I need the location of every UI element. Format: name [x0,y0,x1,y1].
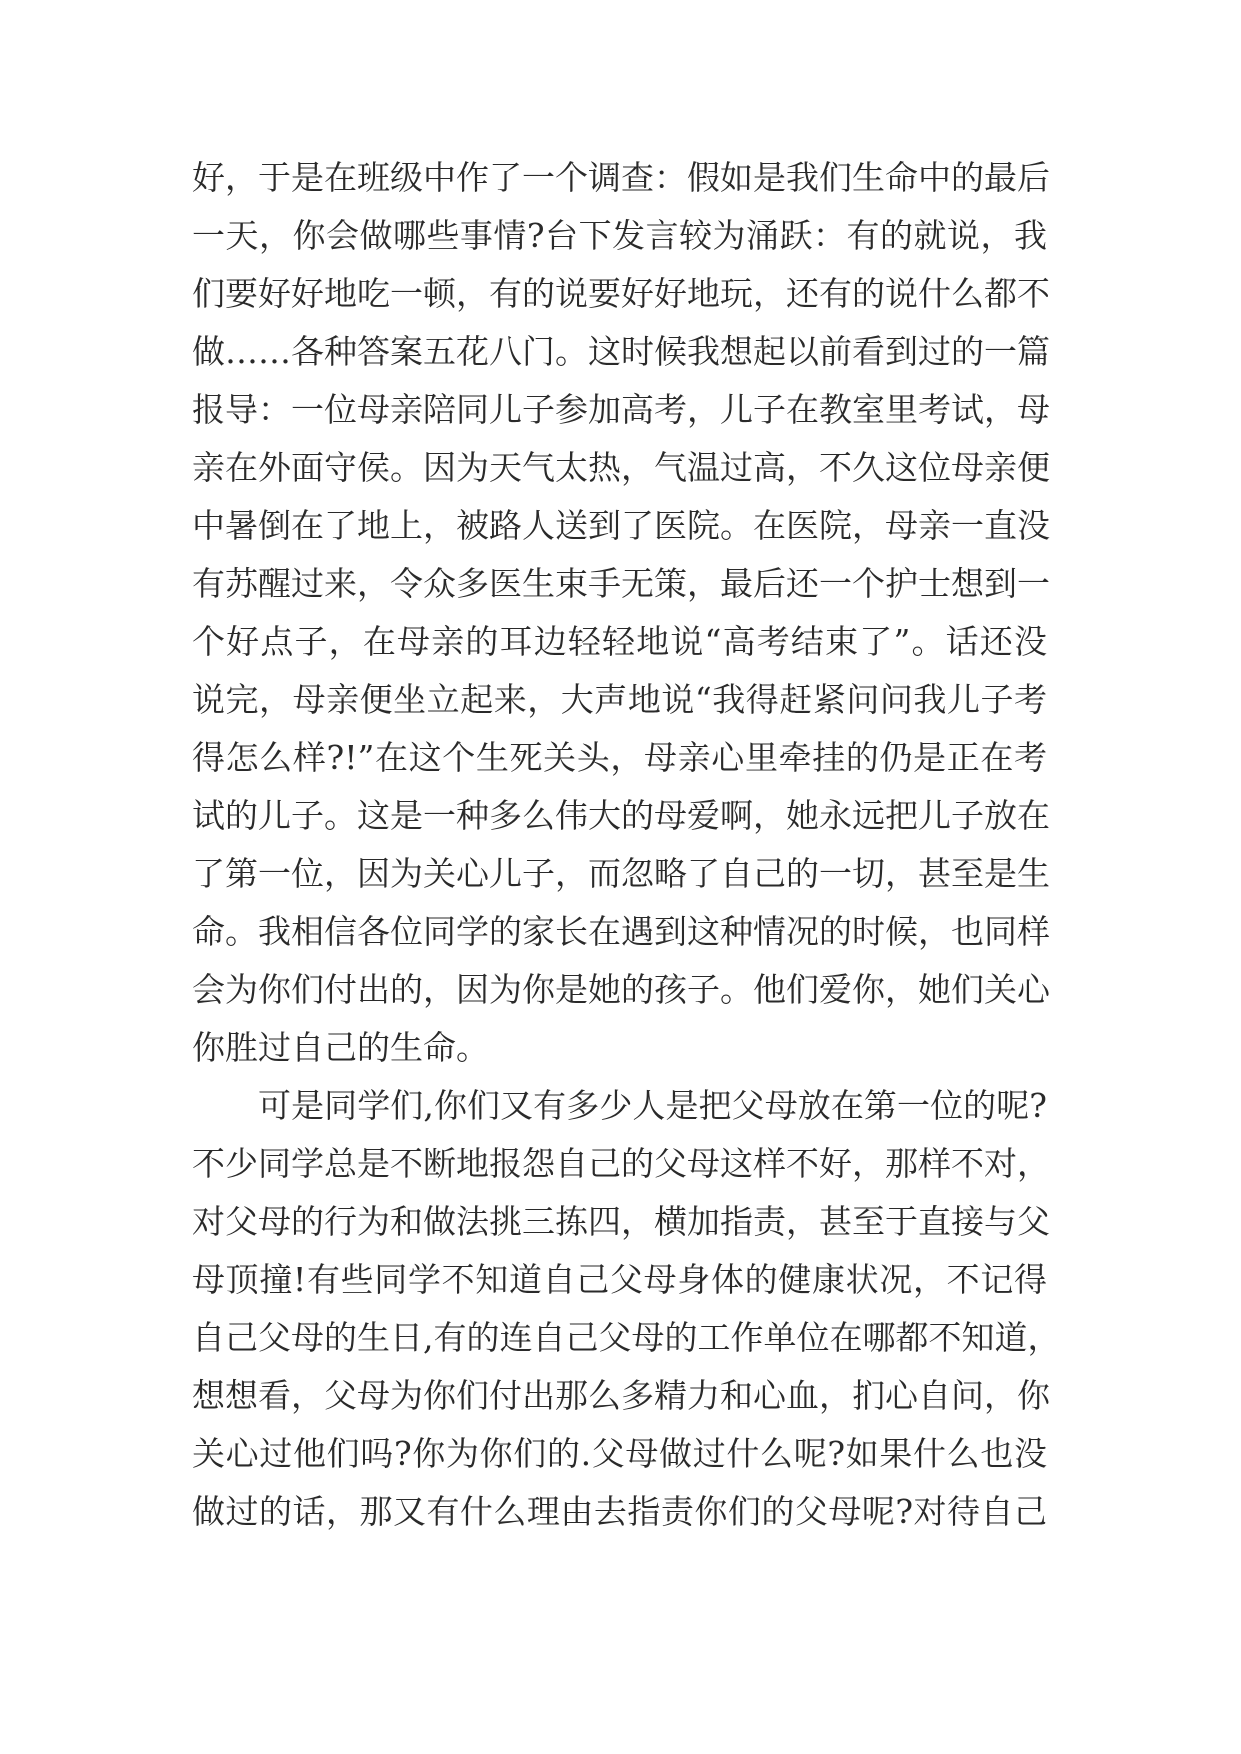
paragraph-1-line-10: 说完，母亲便坐立起来，大声地说“我得赶紧问问我儿子考 [192,680,1047,719]
paragraph-1-line-14: 命。我相信各位同学的家长在遇到这种情况的时候，也同样 [192,912,1050,951]
paragraph-2-line-3: 对父母的行为和做法挑三拣四，横加指责，甚至于直接与父 [192,1202,1050,1241]
paragraph-2-line-4: 母顶撞!有些同学不知道自己父母身体的健康状况，不记得 [192,1260,1047,1299]
paragraph-1-line-4: 做……各种答案五花八门。这时候我想起以前看到过的一篇 [192,332,1050,371]
paragraph-1-line-11: 得怎么样?!”在这个生死关头，母亲心里牵挂的仍是正在考 [192,738,1047,777]
paragraph-2-line-1: 可是同学们,你们又有多少人是把父母放在第一位的呢? [258,1086,1047,1125]
paragraph-2-line-7: 关心过他们吗?你为你们的.父母做过什么呢?如果什么也没 [192,1434,1047,1473]
paragraph-1-line-12: 试的儿子。这是一种多么伟大的母爱啊，她永远把儿子放在 [192,796,1050,835]
paragraph-1-line-13: 了第一位，因为关心儿子，而忽略了自己的一切，甚至是生 [192,854,1050,893]
paragraph-1-line-3: 们要好好地吃一顿，有的说要好好地玩，还有的说什么都不 [192,274,1050,313]
paragraph-1-line-15: 会为你们付出的，因为你是她的孩子。他们爱你，她们关心 [192,970,1050,1009]
paragraph-1-line-1: 好，于是在班级中作了一个调查：假如是我们生命中的最后 [192,158,1050,197]
paragraph-2-line-5: 自己父母的生日,有的连自己父母的工作单位在哪都不知道， [192,1318,1061,1357]
paragraph-2-line-6: 想想看，父母为你们付出那么多精力和心血，扪心自问，你 [192,1376,1050,1415]
paragraph-2-line-2: 不少同学总是不断地报怨自己的父母这样不好，那样不对， [192,1144,1050,1183]
paragraph-1-line-2: 一天，你会做哪些事情?台下发言较为涌跃：有的就说，我 [192,216,1047,255]
paragraph-1-line-6: 亲在外面守侯。因为天气太热，气温过高，不久这位母亲便 [192,448,1050,487]
paragraph-1-line-5: 报导：一位母亲陪同儿子参加高考，儿子在教室里考试，母 [192,390,1050,429]
paragraph-2-line-8: 做过的话，那又有什么理由去指责你们的父母呢?对待自己 [192,1492,1047,1531]
paragraph-1-line-7: 中暑倒在了地上，被路人送到了医院。在医院，母亲一直没 [192,506,1050,545]
paragraph-1-line-9: 个好点子，在母亲的耳边轻轻地说“高考结束了”。话还没 [192,622,1047,661]
paragraph-1-line-8: 有苏醒过来，令众多医生束手无策，最后还一个护士想到一 [192,564,1050,603]
paragraph-1-line-16: 你胜过自己的生命。 [192,1028,489,1067]
